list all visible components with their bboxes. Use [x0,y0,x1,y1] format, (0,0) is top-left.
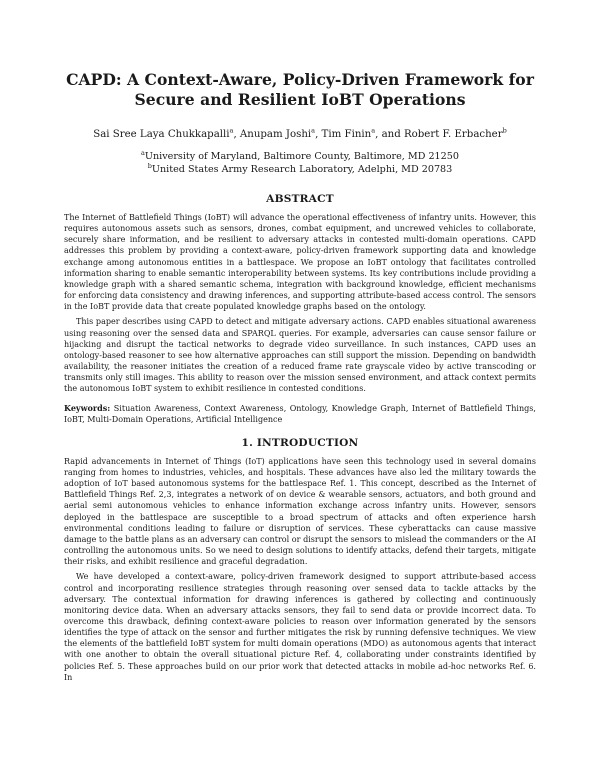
abstract-paragraph-1: The Internet of Battlefield Things (IoBT) will advance the operational effectiveness of infantry units. However, this requires autonomous assets such as sensors, drones, combat equipment, and uncrewed vehicles to collaborate, securely share information, and be resilient to adversary attacks in contested multi-domain operations. CAPD addresses this problem by providing a context-aware, policy-driven framework supporting data and knowledge exchange among autonomous entities in a battlespace. We propose an IoBT ontology that facilitates controlled information sharing to enable semantic interoperability between systems. Its key contributions include providing a knowledge graph with a shared semantic schema, integration with background knowledge, efficient mechanisms for enforcing data consistency and drawing inferences, and supporting attribute-based access control. The sensors in the IoBT provide data that create populated knowledge graphs based on the ontology. [64,213,536,312]
keywords-text: Situation Awareness, Context Awareness, Ontology, Knowledge Graph, Internet of Battlefield Things, IoBT, Multi-Domain Operations, Artificial Intelligence [64,403,536,424]
author-separator: , and [375,129,404,140]
affiliation-text: United States Army Research Laboratory, Adelphi, MD 20783 [151,163,453,175]
author-affiliation-mark: b [502,126,507,135]
abstract-heading: ABSTRACT [266,193,334,205]
affiliation-mark: b [147,161,152,170]
paper-title [64,70,536,110]
author-affiliation-mark: a [311,126,316,135]
abstract-paragraph-2: This paper describes using CAPD to detect and mitigate adversary actions. CAPD enables situational awareness using reasoning over the sensed data and SPARQL queries. For example, adversaries can cause sensor failure or hijacking and disrupt the tactical networks to degrade video surveillance. In such instances, CAPD uses an ontology-based reasoner to see how alternative approaches can still support the mission. Depending on bandwidth availability, the reasoner initiates the creation of a reduced frame rate grayscale video by active transcoding or transmits only still images. This ability to reason over the mission sensed environment, and attack context permits the autonomous IoBT system to exhibit resilience in contested conditions. [64,317,536,394]
affiliation [64,148,536,164]
author-list [64,128,536,141]
title-line-2: Secure and Resilient IoBT Operations [134,90,466,109]
author-affiliation-mark: a [371,126,376,135]
author-name: Tim Finin [321,129,372,140]
author-name: Sai Sree Laya Chukkapalli [93,129,230,140]
affiliation [64,161,536,177]
keywords [64,403,536,425]
affiliation-list [64,148,536,176]
author-affiliation-mark: a [229,126,234,135]
introduction-paragraph-1: Rapid advancements in Internet of Things (IoT) applications have seen this technology used in several domains ranging from homes to industries, vehicles, and hospitals. These advances have also led the military towards the adoption of IoT based autonomous systems for the battlespace Ref. 1. This concept, described as the Internet of Battlefield Things Ref. 2,3, integrates a network of on device & wearable sensors, actuators, and both ground and aerial semi autonomous vehicles to enhance information exchange across infantry units. However, sensors deployed in the battlespace are susceptible to a broad spectrum of attacks and often experience harsh environmental conditions leading to failure or disruption of services. These cyberattacks can cause massive damage to the battle plans as an adversary can control or disrupt the sensors to mislead the commanders or the AI controlling the autonomous units. So we need to design solutions to identify attacks, defend their targets, mitigate their risks, and exhibit resilience and graceful degradation. [64,456,536,567]
author-name: Anupam Joshi [239,129,312,140]
keywords-label: Keywords: [64,402,111,413]
author-name: Robert F. Erbacher [403,129,503,140]
author-separator: , [315,129,322,140]
introduction-heading: 1. INTRODUCTION [241,436,359,449]
affiliation-mark: a [141,148,145,157]
title-line-1: CAPD: A Context-Aware, Policy-Driven Framework for [66,70,534,89]
introduction-paragraph-2: We have developed a context-aware, policy-driven framework designed to support attribute-based access control and incorporating resilience strategies through reasoning over sensed data to tackle attacks by the adversary. The contextual information for drawing inferences is gathered by collecting and continuously monitoring device data. When an adversary attacks sensors, they fail to send data or provide incorrect data. To overcome this drawback, defining context-aware policies to reason over information generated by the sensors identifies the type of attack on the sensor and further mitigates the risk by running defensive techniques. We view the elements of the battlefield IoBT system for multi domain operations (MDO) as autonomous agents that interact with one another to obtain the overall situational picture Ref. 4, collaborating under constraints identified by policies Ref. 5. These approaches build on our prior work that detected attacks in mobile ad-hoc networks Ref. 6. In [64,572,536,682]
affiliation-text: University of Maryland, Baltimore County, Baltimore, MD 21250 [144,151,459,162]
author-separator: , [233,129,240,140]
